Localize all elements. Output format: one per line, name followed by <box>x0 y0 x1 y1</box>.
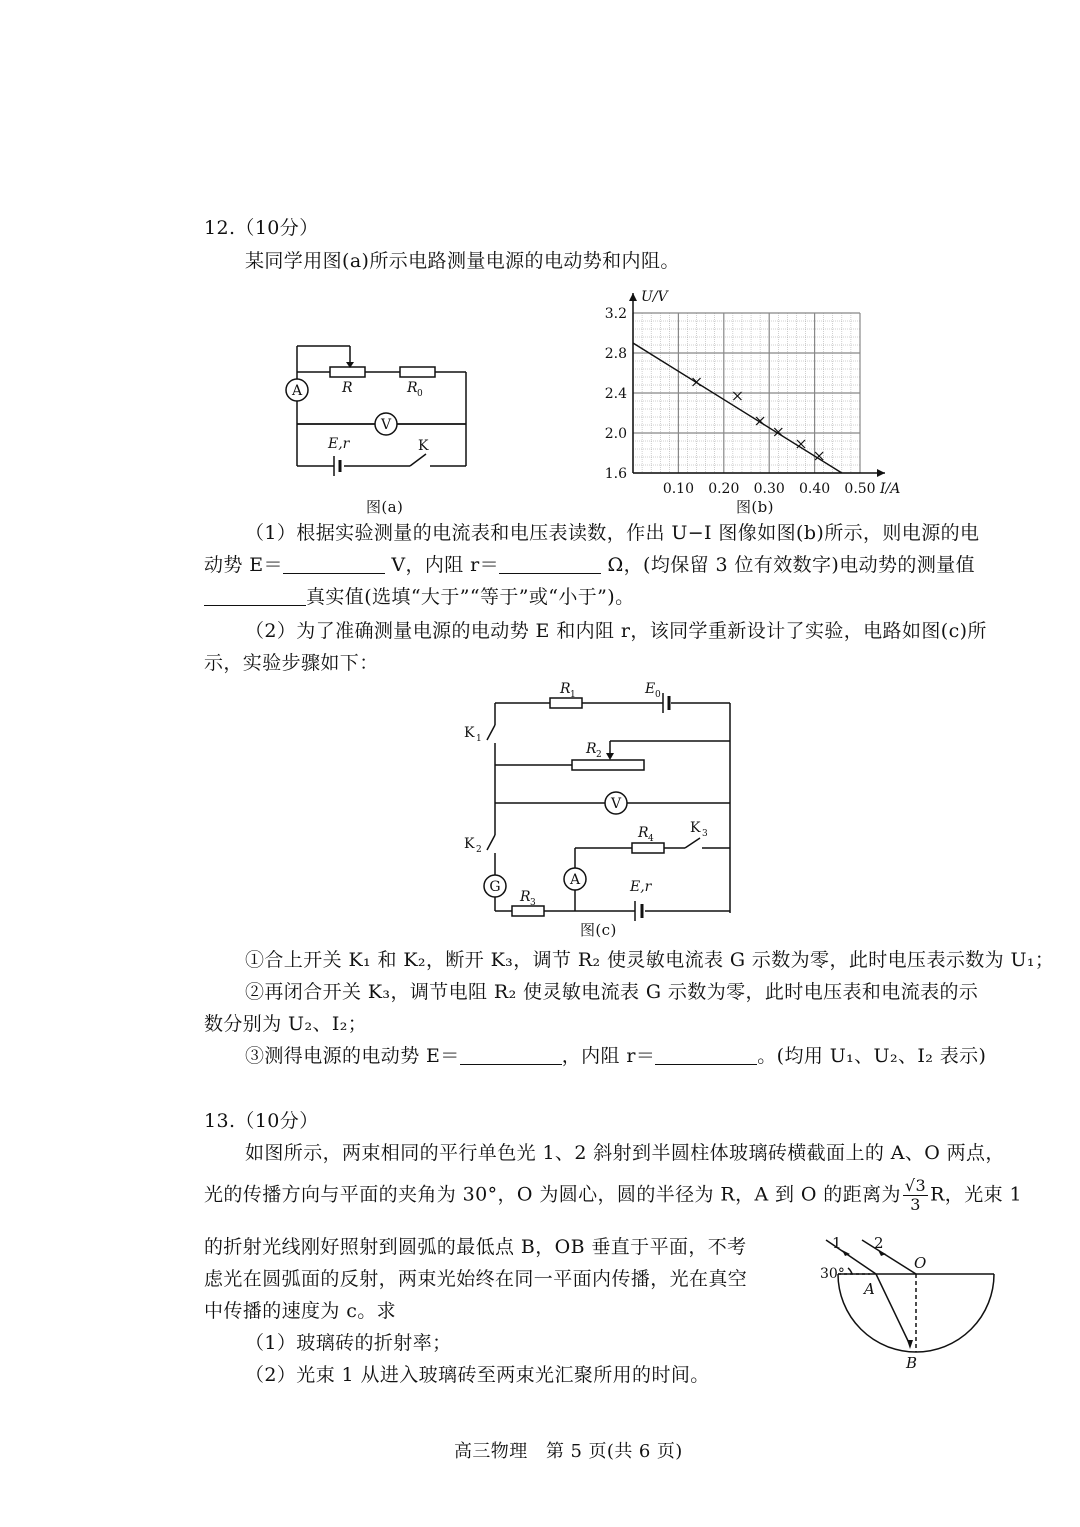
glass-brick-figure <box>810 1232 1000 1382</box>
fig-a-caption: 图(a) <box>366 498 404 516</box>
r1-sub: 1 <box>570 690 576 700</box>
q12-header: 12.（10分） <box>204 217 319 239</box>
frac-den: 3 <box>910 1195 921 1214</box>
r2-label: R <box>586 741 597 757</box>
point-o-label: O <box>914 1254 927 1272</box>
r4-label: R <box>638 825 649 841</box>
x-tick-label: 0.40 <box>799 481 831 497</box>
p1-rest: Ω，(均保留 3 位有效数字)电动势的测量值 <box>607 554 976 576</box>
compare-text: 真实值(选填“大于”“等于”或“小于”)。 <box>306 586 635 608</box>
step3-r-prompt: ，内阻 r＝ <box>561 1045 656 1067</box>
q12-step1: ①合上开关 K₁ 和 K₂，断开 K₃，调节 R₂ 使灵敏电流表 G 示数为零，此时电压表示数为 U₁； <box>245 949 1055 971</box>
compare-blank[interactable] <box>204 585 306 606</box>
a-label: A <box>569 872 581 888</box>
step3-rest: 。(均用 U₁、U₂、I₂ 表示) <box>757 1045 987 1067</box>
y-axis-arrow <box>629 293 637 301</box>
e0-sub: 0 <box>655 690 661 700</box>
x-tick-label: 0.30 <box>753 481 785 497</box>
q13-line5: 中传播的速度为 c。求 <box>204 1300 397 1322</box>
q13-header: 13.（10分） <box>204 1110 319 1132</box>
page-footer: 高三物理 第 5 页(共 6 页) <box>454 1441 683 1462</box>
x-axis-arrow <box>877 469 885 477</box>
y-tick-label: 3.2 <box>604 306 627 322</box>
x-tick-label: 0.20 <box>708 481 740 497</box>
q13-sub2: （2）光束 1 从进入玻璃砖至两束光汇聚所用的时间。 <box>245 1364 710 1386</box>
r0-label: R <box>407 380 418 396</box>
switch-label: K <box>418 438 429 454</box>
q13-sub1: （1）玻璃砖的折射率； <box>245 1332 452 1354</box>
beam2-label: 2 <box>874 1234 884 1252</box>
frac-num: √3 <box>904 1176 927 1195</box>
x-tick-label: 0.10 <box>662 481 694 497</box>
k3-label: K <box>690 820 701 836</box>
r-prompt: V，内阻 r＝ <box>391 554 500 576</box>
y-tick-label: 2.8 <box>604 346 627 362</box>
q12-p2-line1: （2）为了准确测量电源的电动势 E 和内阻 r，该同学重新设计了实验，电路如图(c)所 <box>245 620 987 642</box>
point-b-label: B <box>906 1354 918 1372</box>
step3-r-blank[interactable] <box>655 1044 757 1065</box>
voltmeter-label: V <box>380 417 392 433</box>
q13-line1: 如图所示，两束相同的平行单色光 1、2 斜射到半圆柱体玻璃砖横截面上的 A、O 两点， <box>245 1142 1005 1164</box>
q13-line3: 的折射光线刚好照射到圆弧的最低点 B，OB 垂直于平面，不考 <box>204 1236 747 1258</box>
r-blank[interactable] <box>499 553 601 574</box>
battery-label: E,r <box>328 436 350 452</box>
q12-step2-line1: ②再闭合开关 K₃，调节电阻 R₂ 使灵敏电流表 G 示数为零，此时电压表和电流表的示 <box>245 981 979 1003</box>
q12-p1-line1: （1）根据实验测量的电流表和电压表读数，作出 U−I 图像如图(b)所示，则电源的电 <box>245 522 980 544</box>
g-label: G <box>489 879 501 895</box>
q12-p1-line3 <box>204 582 635 612</box>
step3-e-blank[interactable] <box>460 1044 562 1065</box>
y-tick-label: 1.6 <box>604 466 627 482</box>
q13-line4: 虑光在圆弧面的反射，两束光始终在同一平面内传播，光在真空 <box>204 1268 748 1290</box>
angle-label: 30° <box>820 1266 845 1282</box>
fit-line <box>633 343 842 473</box>
x-axis-label: I/A <box>880 481 901 497</box>
q12-p1-line2 <box>204 550 975 580</box>
q12-p2-line2: 示，实验步骤如下： <box>204 652 379 674</box>
fig-c-caption: 图(c) <box>580 921 617 939</box>
ui-graph-figure-b <box>600 285 930 495</box>
r4-sub: 4 <box>648 834 654 844</box>
k1-sub: 1 <box>476 734 482 744</box>
q13-line2a: 光的传播方向与平面的夹角为 30°，O 为圆心，圆的半径为 R，A 到 O 的距离为 <box>204 1183 901 1206</box>
v-label: V <box>610 796 622 812</box>
r1-label: R <box>560 681 571 697</box>
y-tick-label: 2.4 <box>604 386 627 402</box>
circuit-figure-c <box>460 675 750 940</box>
y-axis-label: U/V <box>641 289 668 305</box>
r2-sub: 2 <box>596 750 602 760</box>
step3-e-prompt: ③测得电源的电动势 E＝ <box>245 1045 460 1067</box>
r3-sub: 3 <box>530 898 536 908</box>
k2-label: K <box>464 836 475 852</box>
emf-prompt: 动势 E＝ <box>204 554 283 576</box>
q12-step2-line2: 数分别为 U₂、I₂； <box>204 1013 368 1035</box>
r3-label: R <box>520 889 531 905</box>
x-tick-label: 0.50 <box>844 481 876 497</box>
q12-step3 <box>245 1041 986 1071</box>
er-label: E,r <box>630 879 652 895</box>
q12-intro: 某同学用图(a)所示电路测量电源的电动势和内阻。 <box>245 250 680 272</box>
ammeter-label: A <box>291 383 303 399</box>
e0-label: E <box>645 681 656 697</box>
beam1-label: 1 <box>832 1234 842 1252</box>
y-tick-label: 2.0 <box>604 426 627 442</box>
fig-b-caption: 图(b) <box>736 498 774 516</box>
sqrt3-over-3 <box>903 1177 928 1214</box>
r0-sub: 0 <box>417 389 423 399</box>
q13-line2b: R，光束 1 <box>930 1183 1022 1206</box>
point-a-label: A <box>864 1280 875 1298</box>
k2-sub: 2 <box>476 845 482 855</box>
k1-label: K <box>464 725 475 741</box>
k3-sub: 3 <box>702 829 708 839</box>
rheostat-label: R <box>342 380 353 396</box>
circuit-figure-a <box>280 340 480 510</box>
emf-blank[interactable] <box>283 553 385 574</box>
q13-line2 <box>204 1177 1022 1214</box>
